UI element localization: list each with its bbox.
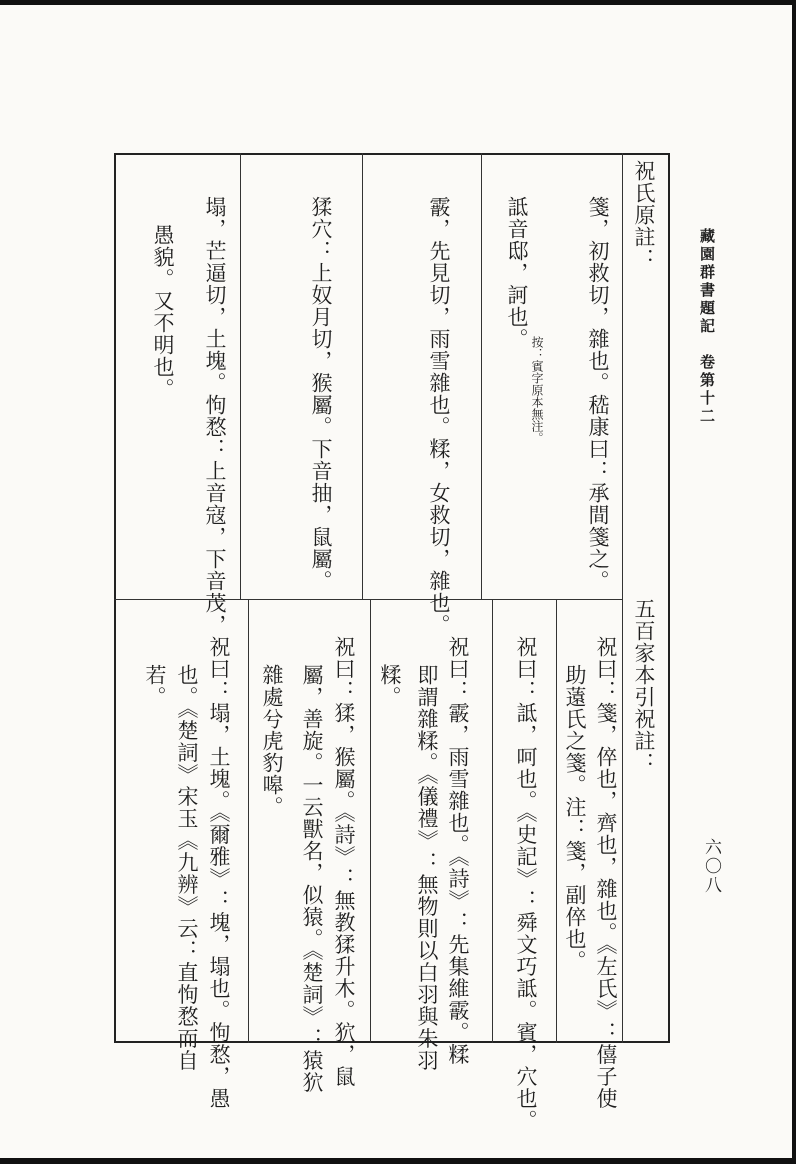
running-header: 藏園群書題記 卷第十二 [698,228,716,426]
bottom-section-heading: 五百家本引祝註： [632,598,656,774]
top-column-3: 霰，先見切，雨雪雜也。糅，女救切，雜也。 [427,196,451,636]
bottom-column-9: 雜處兮虎豹嗥。 [260,664,284,818]
bottom-column-6: 糅。 [378,664,402,708]
heading-divider [622,153,623,1043]
top-column-divider [240,153,241,599]
scan-border-right [792,0,796,1164]
section-divider [114,599,622,600]
top-column-divider [362,153,363,599]
scan-border-top [0,0,796,5]
bottom-column-11: 也。《楚詞》宋玉《九辨》云：直怐愗而自 [175,664,199,1072]
top-column-1: 箋，初救切，雜也。嵇康曰：承間箋之。 [586,196,610,592]
page-number: 六〇八 [701,838,721,895]
top-column-5: 塌，芒逼切，土塊。怐愗：上音寇，下音茂， [203,196,227,636]
bottom-column-divider [248,599,249,1043]
bottom-column-5: 即謂雜糅。《儀禮》：無物則以白羽與朱羽 [415,664,439,1072]
top-column-divider [481,153,482,599]
bottom-column-1: 祝曰：箋，倅也，齊也，雜也。《左氏》：僖子使 [594,636,618,1110]
top-column-2: 詆音邸，訶也。 [505,196,529,350]
top-section-heading: 祝氏原註： [632,160,656,270]
scan-border-bottom [0,1158,796,1164]
top-note: 按：賓字原本無注。 [530,336,544,444]
bottom-column-8: 屬，善旋。一云獸名，似猿。《楚詞》：猿狖 [300,664,324,1094]
bottom-column-12: 若。 [143,664,167,708]
bottom-column-7: 祝曰：猱，猴屬。《詩》：無教猱升木。狖，鼠 [332,636,356,1088]
bottom-column-10: 祝曰：塌，土塊。《爾雅》：塊，塌也。怐愗，愚 [207,636,231,1110]
bottom-column-divider [370,599,371,1043]
bottom-column-4: 祝曰：霰，雨雪雜也。《詩》：先集維霰。糅 [446,636,470,1066]
top-column-4: 猱穴：上奴月切，猴屬。下音抽，鼠屬。 [309,196,333,592]
bottom-column-3: 祝曰：詆，呵也。《史記》：舜文巧詆。賓，穴也。 [514,636,538,1132]
bottom-column-divider [492,599,493,1043]
bottom-column-divider [556,599,557,1043]
bottom-column-2: 助薳氏之箋。注：箋，副倅也。 [563,664,587,972]
top-column-6: 愚貌。又不明也。 [151,224,175,400]
